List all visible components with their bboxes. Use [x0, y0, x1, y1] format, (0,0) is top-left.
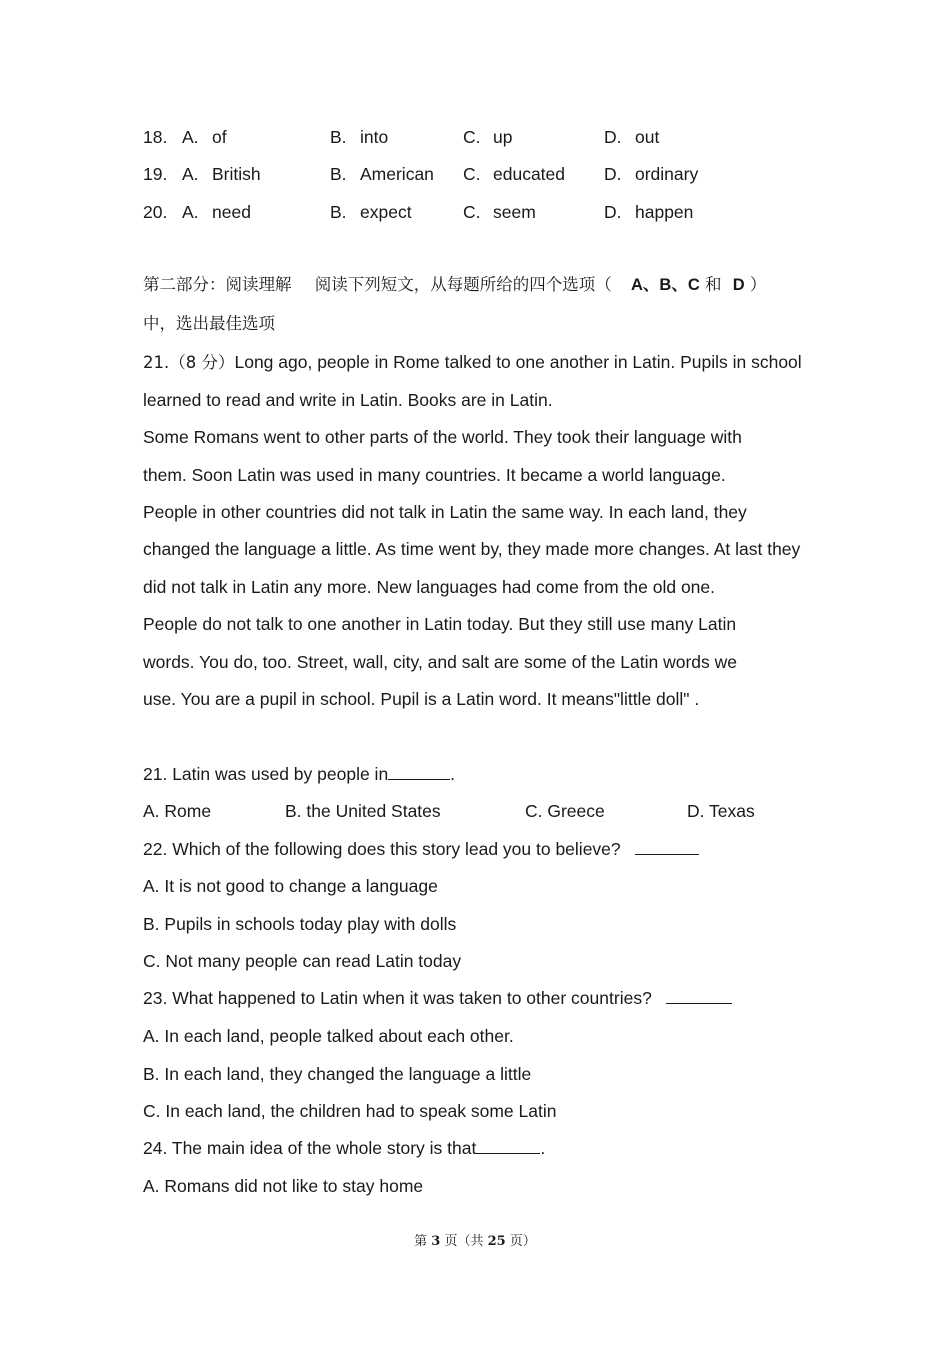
question-score: 21.（8 分） — [143, 353, 235, 372]
option-text: educated — [493, 164, 566, 184]
option-d: D. Texas — [687, 801, 755, 821]
question-end: . — [540, 1138, 546, 1158]
option-c: C. Greece — [525, 801, 605, 821]
question-21 — [143, 763, 455, 785]
option-text: American — [360, 164, 434, 184]
question-number: 20. — [143, 202, 168, 222]
question-24 — [143, 1137, 545, 1159]
option-c: C. Not many people can read Latin today — [143, 951, 462, 971]
option-text: into — [360, 127, 389, 147]
question-text: 22. Which of the following does this story lead you to believe? — [143, 839, 621, 859]
option-label: A. — [182, 202, 199, 222]
section-instruction: 阅读下列短文，从每题所给的四个选项（ — [314, 275, 612, 294]
option-label: B. — [330, 202, 347, 222]
option-label: A. — [182, 127, 199, 147]
footer-text: 第 — [414, 1234, 428, 1249]
question-23 — [143, 987, 732, 1009]
section-choices: A、B、C — [631, 276, 700, 294]
passage-line — [143, 351, 802, 374]
section-choice-d: D — [732, 276, 745, 294]
passage-line: use. You are a pupil in school. Pupil is a Latin word. It means"little doll" . — [143, 689, 700, 709]
passage-text: Long ago, people in Rome talked to one another in Latin. Pupils in school — [234, 352, 802, 372]
option-text: of — [212, 127, 227, 147]
section-heading — [143, 274, 766, 296]
question-22 — [143, 838, 699, 860]
section-title: 第二部分：阅读理解 — [143, 275, 292, 294]
question-end: . — [450, 764, 456, 784]
question-text: 23. What happened to Latin when it was taken to other countries? — [143, 988, 652, 1008]
question-number: 19. — [143, 164, 168, 184]
option-label: C. — [463, 127, 481, 147]
answer-blank[interactable] — [476, 1137, 540, 1154]
option-label: D. — [604, 127, 622, 147]
option-text: ordinary — [635, 164, 699, 184]
question-number: 18. — [143, 127, 168, 147]
passage-line: changed the language a little. As time went by, they made more changes. At last they — [143, 539, 801, 559]
question-text: 21. Latin was used by people in — [143, 764, 389, 784]
page-number: 3 — [431, 1234, 441, 1249]
passage-line: words. You do, too. Street, wall, city, and salt are some of the Latin words we — [143, 652, 738, 672]
option-label: A. — [182, 164, 199, 184]
option-a: A. In each land, people talked about each other. — [143, 1026, 514, 1046]
option-text: expect — [360, 202, 412, 222]
option-text: happen — [635, 202, 694, 222]
option-label: C. — [463, 202, 481, 222]
option-label: D. — [604, 164, 622, 184]
footer-text: 页） — [509, 1234, 536, 1249]
passage-line: did not talk in Latin any more. New languages had come from the old one. — [143, 577, 716, 597]
passage-line: People do not talk to one another in Latin today. But they still use many Latin — [143, 614, 737, 634]
passage-line: Some Romans went to other parts of the world. They took their language with — [143, 427, 742, 447]
option-label: B. — [330, 164, 347, 184]
option-text: up — [493, 127, 513, 147]
question-text: 24. The main idea of the whole story is that — [143, 1138, 477, 1158]
option-label: C. — [463, 164, 481, 184]
option-a: A. It is not good to change a language — [143, 876, 438, 896]
section-and: 和 — [705, 275, 722, 294]
page-footer — [0, 1230, 950, 1249]
option-text: British — [212, 164, 261, 184]
answer-blank[interactable] — [635, 838, 699, 855]
section-heading-line2: 中，选出最佳选项 — [143, 314, 275, 333]
answer-blank[interactable] — [666, 987, 732, 1004]
passage-line: People in other countries did not talk in Latin the same way. In each land, they — [143, 502, 747, 522]
option-a: A. Rome — [143, 801, 212, 821]
option-text: out — [635, 127, 660, 147]
section-close: ） — [749, 275, 767, 294]
option-text: need — [212, 202, 251, 222]
answer-blank[interactable] — [388, 763, 450, 780]
option-c: C. In each land, the children had to speak some Latin — [143, 1101, 557, 1121]
option-b: B. In each land, they changed the language a little — [143, 1064, 532, 1084]
total-pages: 25 — [487, 1234, 506, 1249]
footer-text: 页（共 — [444, 1234, 484, 1249]
option-label: B. — [330, 127, 347, 147]
option-text: seem — [493, 202, 536, 222]
option-b: B. the United States — [285, 801, 441, 821]
passage-line: learned to read and write in Latin. Books are in Latin. — [143, 390, 553, 410]
option-b: B. Pupils in schools today play with dolls — [143, 914, 457, 934]
option-a: A. Romans did not like to stay home — [143, 1176, 424, 1196]
passage-line: them. Soon Latin was used in many countries. It became a world language. — [143, 465, 726, 485]
option-label: D. — [604, 202, 622, 222]
